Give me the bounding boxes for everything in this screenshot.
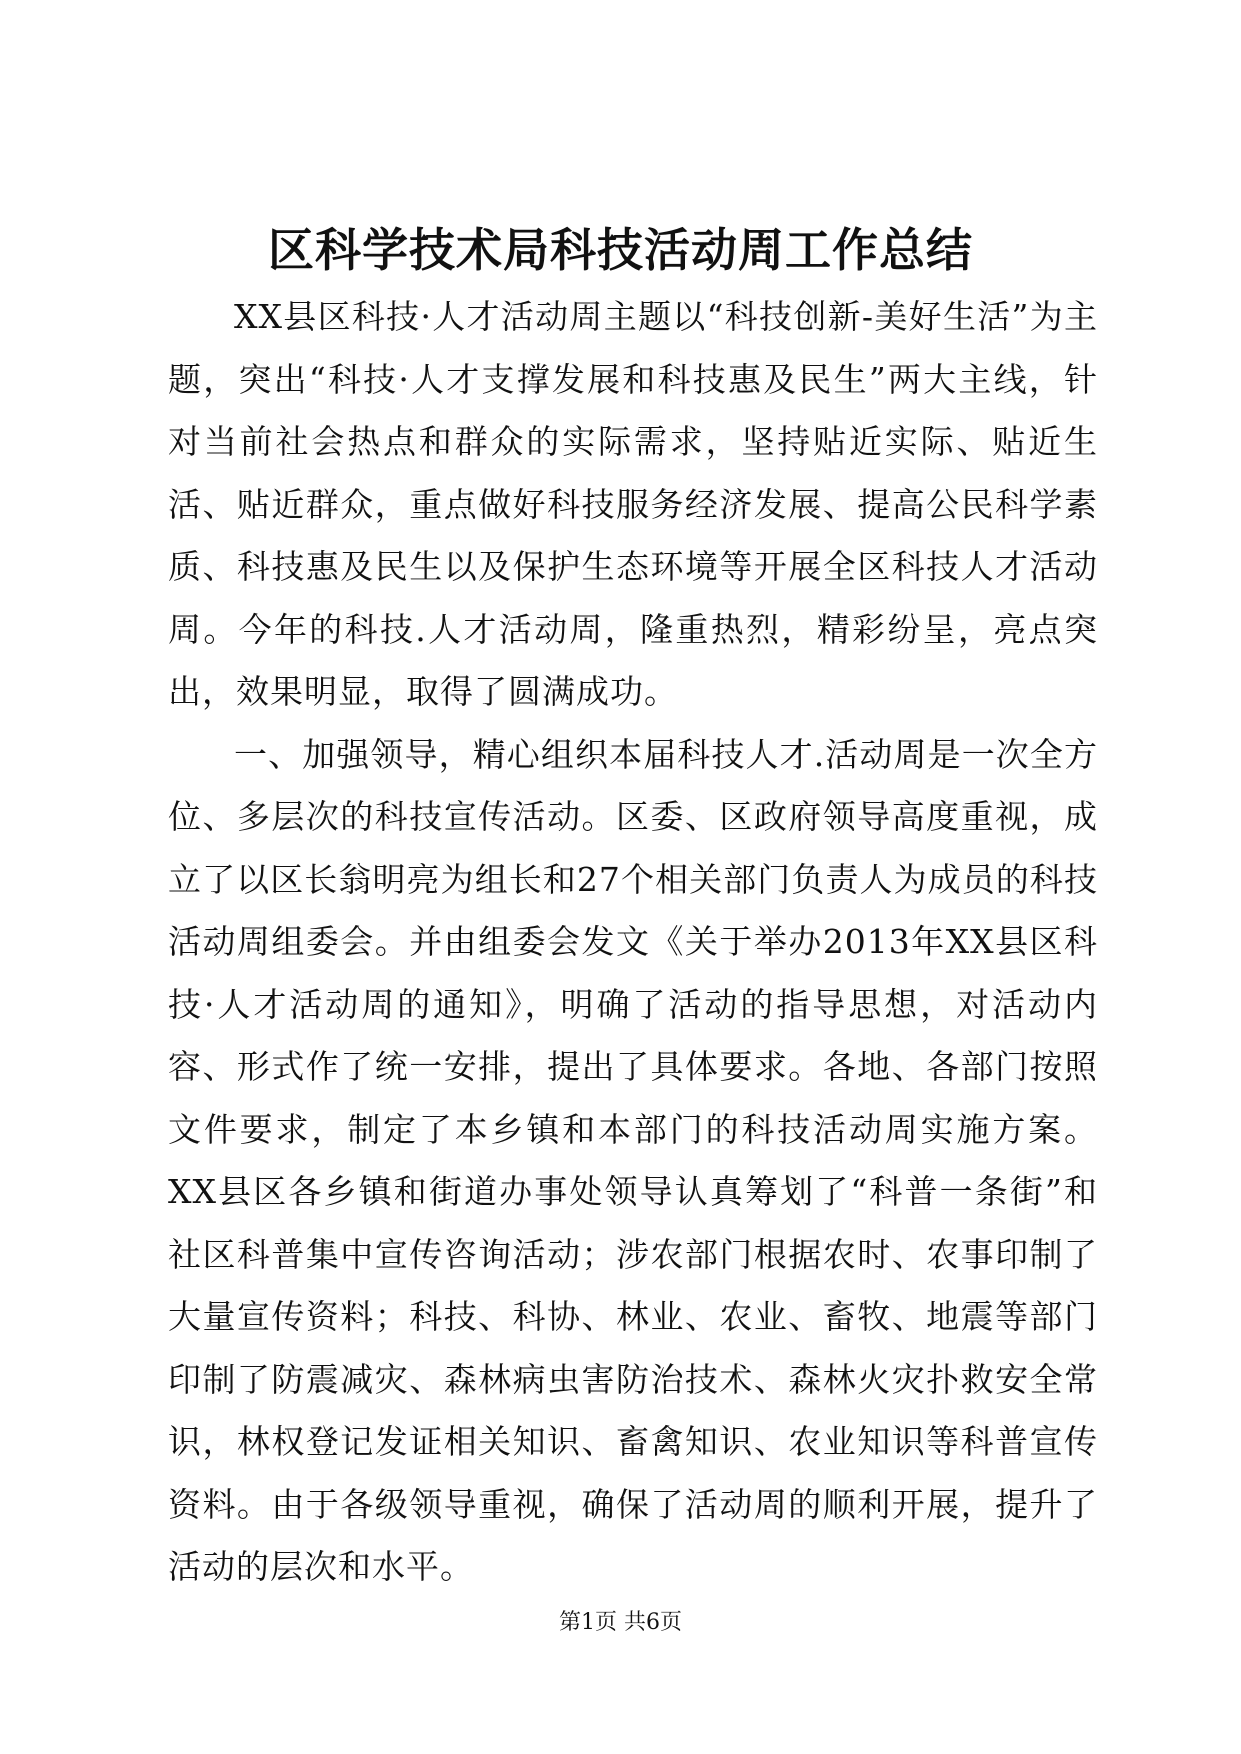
paragraph-intro: XX县区科技·人才活动周主题以“科技创新-美好生活”为主题，突出“科技·人才支撑发展和科技惠及民生”两大主线，针对当前社会热点和群众的实际需求，坚持贴近实际、贴近生活、贴近群众，重点做好科技服务经济发展、提高公民科学素质、科技惠及民生以及保护生态环境等开展全区科技人才活动周。今年的科技.人才活动周，隆重热烈，精彩纷呈，亮点突出，效果明显，取得了圆满成功。: [168, 297, 1098, 711]
page-number-footer: 第1页 共6页: [559, 1610, 682, 1635]
paragraph-section-one: 一、加强领导，精心组织本届科技人才.活动周是一次全方位、多层次的科技宣传活动。区委、区政府领导高度重视，成立了以区长翁明亮为组长和27个相关部门负责人为成员的科技活动周组委会。并由组委会发文《关于举办2013年XX县区科技·人才活动周的通知》，明确了活动的指导思想，对活动内容、形式作了统一安排，提出了具体要求。各地、各部门按照文件要求，制定了本乡镇和本部门的科技活动周实施方案。XX县区各乡镇和街道办事处领导认真筹划了“科普一条街”和社区科普集中宣传咨询活动；涉农部门根据农时、农事印制了大量宣传资料；科技、科协、林业、农业、畜牧、地震等部门印制了防震减灾、森林病虫害防治技术、森林火灾扑救安全常识，林权登记发证相关知识、畜禽知识、农业知识等科普宣传资料。由于各级领导重视，确保了活动周的顺利开展，提升了活动的层次和水平。: [168, 734, 1098, 1586]
document-title: 区科学技术局科技活动周工作总结: [268, 223, 973, 277]
document-body: [168, 286, 1098, 1599]
